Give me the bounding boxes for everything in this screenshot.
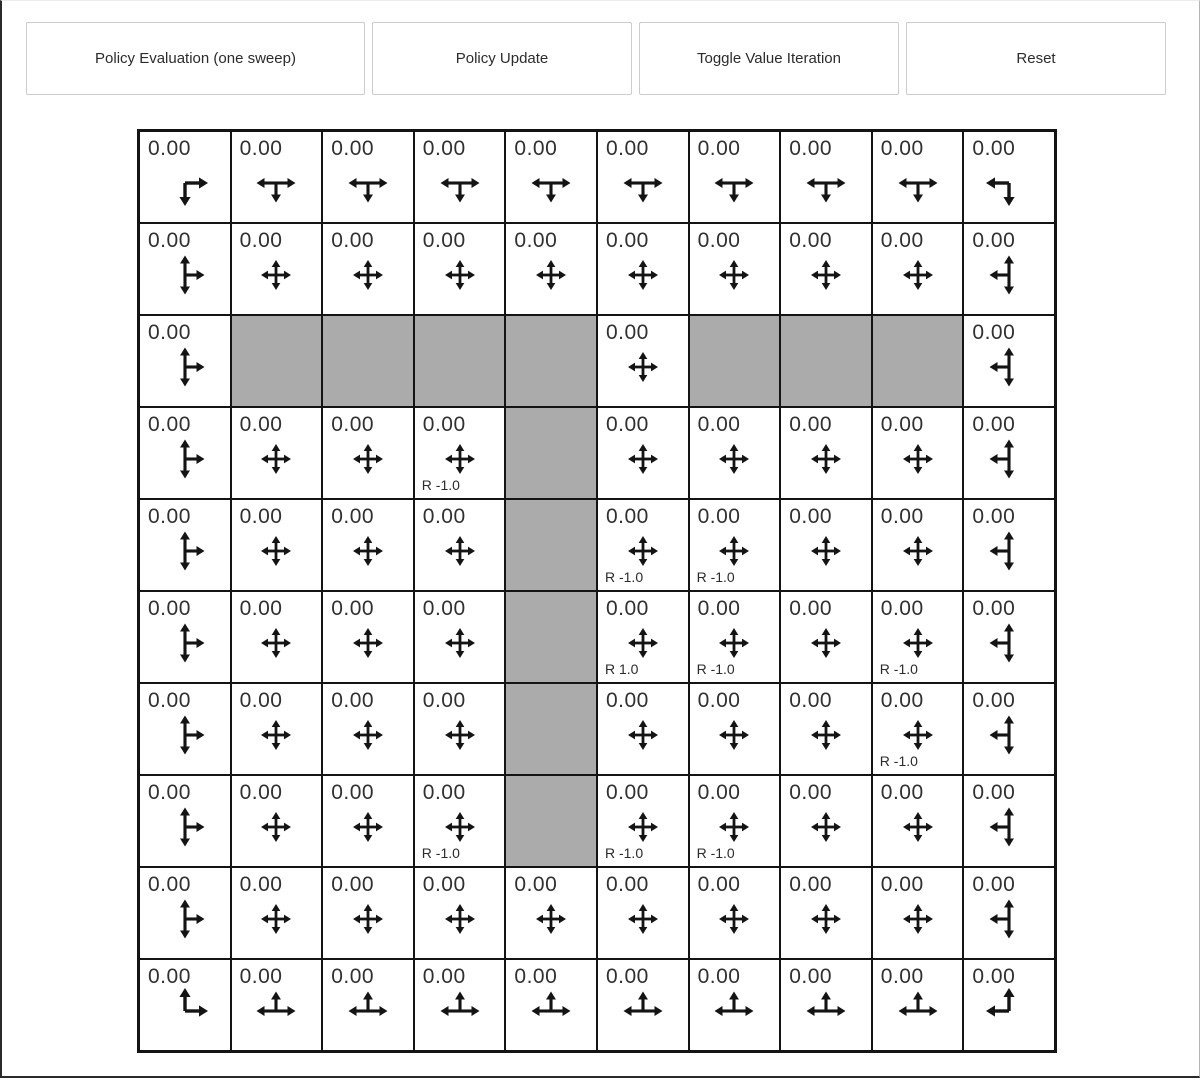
policy-arrows-icon (344, 527, 392, 575)
grid-cell[interactable] (964, 960, 1054, 1050)
state-value: 0.00 (514, 965, 558, 988)
policy-arrows-icon (252, 711, 300, 759)
grid-cell[interactable] (232, 500, 322, 590)
grid-cell[interactable] (598, 316, 688, 406)
state-value: 0.00 (972, 597, 1016, 620)
policy-arrows-icon (802, 435, 850, 483)
policy-arrows-icon (344, 895, 392, 943)
grid-cell[interactable] (598, 592, 688, 682)
policy-arrows-icon (894, 527, 942, 575)
policy-arrows-icon (619, 711, 667, 759)
grid-cell[interactable] (140, 684, 230, 774)
state-value: 0.00 (880, 965, 924, 988)
grid-cell[interactable] (323, 500, 413, 590)
grid-cell[interactable] (232, 224, 322, 314)
grid-cell[interactable] (140, 868, 230, 958)
grid-cell[interactable] (781, 684, 871, 774)
state-value: 0.00 (972, 505, 1016, 528)
grid-cell[interactable] (873, 868, 963, 958)
grid-cell[interactable] (781, 960, 871, 1050)
grid-cell[interactable] (232, 868, 322, 958)
policy-arrows-icon (436, 159, 484, 207)
state-value: 0.00 (697, 781, 741, 804)
reward-label: R -1.0 (696, 845, 735, 861)
state-value: 0.00 (514, 229, 558, 252)
state-value: 0.00 (422, 689, 466, 712)
state-value: 0.00 (422, 137, 466, 160)
state-value: 0.00 (972, 321, 1016, 344)
state-value: 0.00 (697, 229, 741, 252)
grid-cell[interactable] (781, 776, 871, 866)
policy-arrows-icon (985, 527, 1033, 575)
state-value: 0.00 (972, 229, 1016, 252)
grid-cell[interactable] (415, 868, 505, 958)
state-value: 0.00 (697, 597, 741, 620)
state-value: 0.00 (789, 597, 833, 620)
policy-arrows-icon (252, 895, 300, 943)
grid-cell[interactable] (598, 776, 688, 866)
policy-arrows-icon (894, 895, 942, 943)
policy-arrows-icon (894, 251, 942, 299)
grid-cell[interactable] (873, 960, 963, 1050)
grid-cell-wall (506, 408, 596, 498)
grid-cell[interactable] (415, 592, 505, 682)
policy-arrows-icon (161, 251, 209, 299)
grid-cell[interactable] (690, 592, 780, 682)
grid-cell[interactable] (690, 408, 780, 498)
grid-cell[interactable] (873, 224, 963, 314)
reward-label: R -1.0 (604, 569, 644, 585)
grid-cell[interactable] (873, 684, 963, 774)
state-value: 0.00 (514, 137, 558, 160)
policy-arrows-icon (161, 711, 209, 759)
policy-update-button[interactable]: Policy Update (372, 22, 632, 95)
state-value: 0.00 (697, 965, 741, 988)
grid-cell[interactable] (140, 408, 230, 498)
grid-cell[interactable] (964, 408, 1054, 498)
state-value: 0.00 (972, 413, 1016, 436)
policy-arrows-icon (802, 619, 850, 667)
state-value: 0.00 (880, 413, 924, 436)
policy-arrows-icon (161, 159, 209, 207)
state-value: 0.00 (422, 873, 466, 896)
toggle-value-iteration-button[interactable]: Toggle Value Iteration (639, 22, 899, 95)
grid-cell[interactable] (690, 960, 780, 1050)
state-value: 0.00 (605, 597, 649, 620)
policy-arrows-icon (710, 159, 758, 207)
state-value: 0.00 (331, 137, 375, 160)
grid-cell[interactable] (415, 960, 505, 1050)
grid-cell[interactable] (323, 132, 413, 222)
state-value: 0.00 (422, 597, 466, 620)
state-value: 0.00 (605, 873, 649, 896)
grid-cell[interactable] (415, 224, 505, 314)
policy-arrows-icon (985, 803, 1033, 851)
policy-arrows-icon (161, 987, 209, 1035)
state-value: 0.00 (239, 781, 283, 804)
grid-cell[interactable] (140, 132, 230, 222)
policy-arrows-icon (344, 803, 392, 851)
state-value: 0.00 (880, 137, 924, 160)
grid-cell[interactable] (690, 684, 780, 774)
grid-cell[interactable] (781, 408, 871, 498)
policy-arrows-icon (710, 895, 758, 943)
state-value: 0.00 (148, 413, 191, 436)
policy-arrows-icon (436, 251, 484, 299)
grid-cell[interactable] (323, 592, 413, 682)
policy-arrows-icon (710, 251, 758, 299)
policy-arrows-icon (802, 987, 850, 1035)
policy-arrows-icon (527, 987, 575, 1035)
policy-arrows-icon (252, 527, 300, 575)
gridworld-grid (137, 129, 1057, 1053)
grid-cell[interactable] (506, 868, 596, 958)
state-value: 0.00 (605, 965, 649, 988)
policy-arrows-icon (985, 343, 1033, 391)
state-value: 0.00 (789, 137, 833, 160)
toolbar (26, 22, 1167, 95)
state-value: 0.00 (148, 965, 191, 988)
grid-cell[interactable] (140, 592, 230, 682)
state-value: 0.00 (514, 873, 558, 896)
grid-cell[interactable] (140, 960, 230, 1050)
policy-arrows-icon (161, 895, 209, 943)
state-value: 0.00 (697, 873, 741, 896)
grid-cell-wall (690, 316, 780, 406)
state-value: 0.00 (789, 873, 833, 896)
policy-arrows-icon (985, 435, 1033, 483)
policy-arrows-icon (710, 987, 758, 1035)
state-value: 0.00 (972, 137, 1016, 160)
state-value: 0.00 (789, 229, 833, 252)
grid-cell[interactable] (964, 684, 1054, 774)
grid-cell[interactable] (690, 132, 780, 222)
grid-cell[interactable] (964, 224, 1054, 314)
state-value: 0.00 (972, 873, 1016, 896)
state-value: 0.00 (605, 229, 649, 252)
grid-cell[interactable] (964, 500, 1054, 590)
grid-cell[interactable] (232, 592, 322, 682)
grid-cell[interactable] (415, 776, 505, 866)
policy-arrows-icon (436, 895, 484, 943)
grid-cell[interactable] (506, 224, 596, 314)
grid-cell-wall (415, 316, 505, 406)
state-value: 0.00 (789, 781, 833, 804)
state-value: 0.00 (697, 413, 741, 436)
policy-arrows-icon (894, 803, 942, 851)
state-value: 0.00 (880, 873, 924, 896)
grid-cell[interactable] (598, 408, 688, 498)
reset-button[interactable]: Reset (906, 22, 1166, 95)
policy-arrows-icon (802, 803, 850, 851)
policy-arrows-icon (619, 895, 667, 943)
state-value: 0.00 (148, 229, 191, 252)
grid-cell[interactable] (506, 960, 596, 1050)
grid-cell[interactable] (964, 316, 1054, 406)
state-value: 0.00 (331, 781, 375, 804)
grid-cell[interactable] (781, 132, 871, 222)
grid-cell[interactable] (232, 776, 322, 866)
policy-arrows-icon (344, 159, 392, 207)
reward-label: R -1.0 (604, 845, 644, 861)
state-value: 0.00 (148, 689, 191, 712)
policy-arrows-icon (710, 711, 758, 759)
policy-arrows-icon (252, 987, 300, 1035)
grid-cell[interactable] (964, 868, 1054, 958)
grid-cell[interactable] (690, 500, 780, 590)
grid-cell[interactable] (415, 684, 505, 774)
grid-cell[interactable] (781, 224, 871, 314)
grid-cell[interactable] (964, 132, 1054, 222)
state-value: 0.00 (880, 597, 924, 620)
policy-arrows-icon (344, 619, 392, 667)
state-value: 0.00 (605, 137, 649, 160)
state-value: 0.00 (331, 413, 375, 436)
policy-arrows-icon (527, 251, 575, 299)
grid-cell[interactable] (598, 132, 688, 222)
policy-arrows-icon (985, 251, 1033, 299)
policy-arrows-icon (436, 619, 484, 667)
state-value: 0.00 (148, 597, 191, 620)
grid-cell-wall (873, 316, 963, 406)
policy-arrows-icon (710, 435, 758, 483)
state-value: 0.00 (789, 689, 833, 712)
state-value: 0.00 (697, 505, 741, 528)
policy-arrows-icon (161, 619, 209, 667)
policy-arrows-icon (802, 159, 850, 207)
state-value: 0.00 (239, 873, 283, 896)
state-value: 0.00 (239, 413, 283, 436)
state-value: 0.00 (972, 781, 1016, 804)
policy-arrows-icon (252, 435, 300, 483)
state-value: 0.00 (789, 505, 833, 528)
state-value: 0.00 (239, 965, 283, 988)
state-value: 0.00 (789, 965, 833, 988)
grid-cell[interactable] (232, 684, 322, 774)
grid-cell[interactable] (781, 500, 871, 590)
state-value: 0.00 (239, 597, 283, 620)
grid-cell[interactable] (323, 408, 413, 498)
state-value: 0.00 (697, 689, 741, 712)
reward-label: R -1.0 (879, 661, 918, 677)
policy-arrows-icon (161, 803, 209, 851)
policy-arrows-icon (894, 987, 942, 1035)
state-value: 0.00 (422, 505, 466, 528)
grid-cell[interactable] (598, 224, 688, 314)
policy-arrows-icon (619, 343, 667, 391)
policy-arrows-icon (344, 251, 392, 299)
state-value: 0.00 (605, 413, 649, 436)
reward-label: R 1.0 (604, 661, 639, 677)
state-value: 0.00 (422, 229, 466, 252)
grid-cell[interactable] (873, 500, 963, 590)
reward-label: R -1.0 (421, 477, 460, 493)
grid-cell[interactable] (232, 960, 322, 1050)
policy-arrows-icon (252, 159, 300, 207)
grid-cell[interactable] (598, 684, 688, 774)
state-value: 0.00 (422, 965, 466, 988)
policy-evaluation-button[interactable]: Policy Evaluation (one sweep) (26, 22, 365, 95)
grid-cell-wall (506, 500, 596, 590)
state-value: 0.00 (331, 873, 375, 896)
state-value: 0.00 (972, 689, 1016, 712)
policy-arrows-icon (619, 435, 667, 483)
state-value: 0.00 (331, 597, 375, 620)
policy-arrows-icon (619, 251, 667, 299)
policy-arrows-icon (985, 711, 1033, 759)
grid-cell-wall (506, 684, 596, 774)
policy-arrows-icon (619, 987, 667, 1035)
state-value: 0.00 (605, 505, 649, 528)
grid-cell[interactable] (873, 592, 963, 682)
policy-arrows-icon (802, 251, 850, 299)
state-value: 0.00 (148, 781, 191, 804)
grid-cell-wall (506, 776, 596, 866)
state-value: 0.00 (605, 781, 649, 804)
reward-label: R -1.0 (696, 661, 735, 677)
grid-cell[interactable] (232, 132, 322, 222)
grid-cell[interactable] (232, 408, 322, 498)
policy-arrows-icon (985, 619, 1033, 667)
grid-cell-wall (232, 316, 322, 406)
grid-cell[interactable] (323, 868, 413, 958)
state-value: 0.00 (697, 137, 741, 160)
state-value: 0.00 (239, 505, 283, 528)
policy-arrows-icon (344, 435, 392, 483)
grid-cell[interactable] (323, 684, 413, 774)
grid-cell[interactable] (873, 408, 963, 498)
state-value: 0.00 (880, 781, 924, 804)
policy-arrows-icon (894, 159, 942, 207)
state-value: 0.00 (422, 781, 466, 804)
grid-cell-wall (323, 316, 413, 406)
reward-label: R -1.0 (879, 753, 918, 769)
state-value: 0.00 (239, 689, 283, 712)
grid-cell-wall (781, 316, 871, 406)
policy-arrows-icon (894, 435, 942, 483)
state-value: 0.00 (239, 137, 283, 160)
policy-arrows-icon (802, 711, 850, 759)
policy-arrows-icon (527, 159, 575, 207)
grid-cell[interactable] (415, 408, 505, 498)
policy-arrows-icon (161, 343, 209, 391)
grid-cell[interactable] (781, 868, 871, 958)
state-value: 0.00 (880, 505, 924, 528)
policy-arrows-icon (802, 527, 850, 575)
policy-arrows-icon (252, 619, 300, 667)
state-value: 0.00 (422, 413, 466, 436)
state-value: 0.00 (605, 321, 649, 344)
state-value: 0.00 (148, 873, 191, 896)
state-value: 0.00 (331, 689, 375, 712)
policy-arrows-icon (985, 159, 1033, 207)
policy-arrows-icon (436, 711, 484, 759)
state-value: 0.00 (972, 965, 1016, 988)
policy-arrows-icon (985, 987, 1033, 1035)
policy-arrows-icon (161, 435, 209, 483)
policy-arrows-icon (436, 987, 484, 1035)
grid-cell[interactable] (323, 960, 413, 1050)
policy-arrows-icon (802, 895, 850, 943)
grid-cell[interactable] (690, 776, 780, 866)
grid-cell-wall (506, 316, 596, 406)
grid-cell[interactable] (964, 776, 1054, 866)
grid-cell[interactable] (598, 500, 688, 590)
grid-cell[interactable] (140, 224, 230, 314)
policy-arrows-icon (344, 987, 392, 1035)
state-value: 0.00 (239, 229, 283, 252)
state-value: 0.00 (148, 321, 191, 344)
grid-cell[interactable] (415, 132, 505, 222)
state-value: 0.00 (880, 229, 924, 252)
grid-cell[interactable] (140, 776, 230, 866)
grid-cell[interactable] (415, 500, 505, 590)
state-value: 0.00 (148, 137, 191, 160)
grid-cell[interactable] (873, 776, 963, 866)
grid-cell[interactable] (140, 316, 230, 406)
reward-label: R -1.0 (421, 845, 460, 861)
policy-arrows-icon (436, 527, 484, 575)
grid-cell[interactable] (506, 132, 596, 222)
grid-cell[interactable] (323, 224, 413, 314)
grid-cell[interactable] (598, 868, 688, 958)
state-value: 0.00 (331, 965, 375, 988)
state-value: 0.00 (331, 229, 375, 252)
policy-arrows-icon (252, 803, 300, 851)
grid-cell[interactable] (323, 776, 413, 866)
policy-arrows-icon (252, 251, 300, 299)
grid-cell[interactable] (690, 224, 780, 314)
state-value: 0.00 (605, 689, 649, 712)
policy-arrows-icon (619, 159, 667, 207)
grid-cell[interactable] (873, 132, 963, 222)
state-value: 0.00 (148, 505, 191, 528)
grid-cell[interactable] (690, 868, 780, 958)
policy-arrows-icon (527, 895, 575, 943)
grid-cell[interactable] (598, 960, 688, 1050)
state-value: 0.00 (331, 505, 375, 528)
grid-cell[interactable] (781, 592, 871, 682)
policy-arrows-icon (344, 711, 392, 759)
state-value: 0.00 (880, 689, 924, 712)
state-value: 0.00 (789, 413, 833, 436)
grid-cell-wall (506, 592, 596, 682)
grid-cell[interactable] (964, 592, 1054, 682)
policy-arrows-icon (161, 527, 209, 575)
reward-label: R -1.0 (696, 569, 735, 585)
grid-cell[interactable] (140, 500, 230, 590)
policy-arrows-icon (985, 895, 1033, 943)
